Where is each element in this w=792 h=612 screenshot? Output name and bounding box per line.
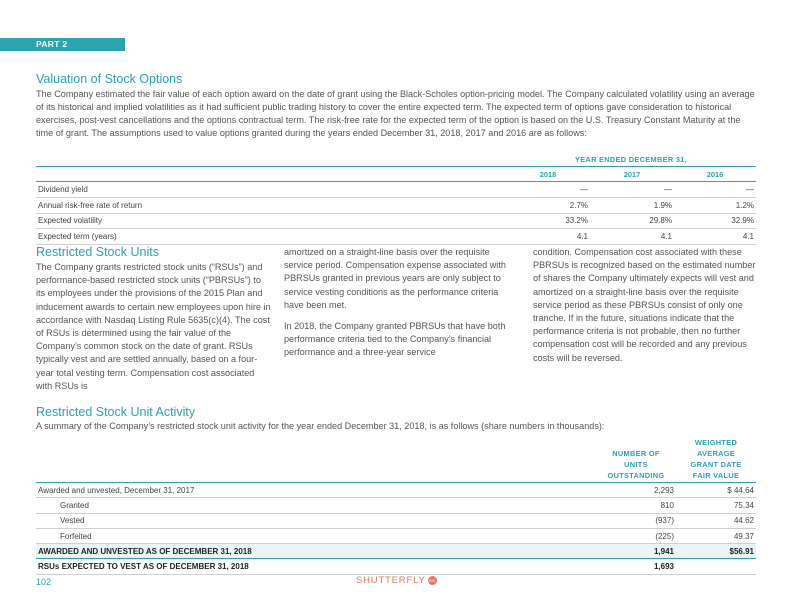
table-row [36,197,756,213]
units-column-header [596,437,676,483]
rsu-paragraph: In 2018, the Company granted PBRSUs that have both performance criteria tied to the Company’s financial performance and a three-year service [284,321,506,358]
price-value: $56.91 [676,544,756,559]
rsu-paragraph: condition. Compensation cost associated with these PBRSUs is recognized based on the estimated number of shares the Company ultimately expects will vest and amortized on a straight-line basis over the requisite service period as these PBRSUs consist of only one tranche. If in the future, situations indicate that the performance criteria is not probable, then no further compensation cost will be recorded and any previous costs will be reversed. [533,247,756,363]
cell-value: 32.9% [674,213,756,229]
rsu-paragraph: The Company grants restricted stock units (“RSUs”) and performance-based restricted stock units (“PBRSUs”) to its employees under the provisions of the 2015 Plan and inducement awards to certain new employees upon hire in accordance with Nasdaq Listing Rule 5635(c)(4). The cost of RSUs is determined using the fair value of the Company’s common stock on the date of grant. RSUs typically vest and are settled annually, based on a four-year total vesting term. Compensation cost associated with RSUs is [36,262,271,391]
year-header: 2017 [590,167,674,182]
rsu-column-1 [36,246,272,401]
valuation-paragraph: The Company estimated the fair value of each option award on the date of grant using the Black-Scholes option-pricing model. The Company calculated volatility using an average of its historical and implied volatilities as it had sufficient public trading history to cover the entire expected term. The expected term of options gave consideration to historical exercises, post-vest cancellations and the options contractual term. The risk-free rate for the expected term of the option is based on the U.S. Treasury Constant Maturity at the time of grant. The assumptions used to value options granted during the years ended December 31, 2018, 2017 and 2016 are as follows: [36,89,755,138]
year-header: 2016 [674,167,756,182]
units-value: 810 [596,498,676,513]
header-line: NUMBER OF [612,449,660,458]
header-line: FAIR VALUE [692,471,740,480]
price-value: 44.62 [676,513,756,528]
header-line: OUTSTANDING [607,471,665,480]
units-value: (937) [596,513,676,528]
price-value [676,559,756,574]
rsu-section [36,246,756,398]
row-label: RSUs EXPECTED TO VEST AS OF DECEMBER 31, 2018 [36,559,596,574]
page-number: 102 [36,577,52,587]
shutterfly-logo [356,575,437,586]
table-row [36,528,756,543]
table-row [36,213,756,229]
price-value: 75.34 [676,498,756,513]
row-label: Dividend yield [36,182,506,198]
cell-value: — [506,182,590,198]
cell-value: — [674,182,756,198]
expected-row [36,559,756,574]
row-label: AWARDED AND UNVESTED AS OF DECEMBER 31, 2018 [36,544,596,559]
price-column-header [676,437,756,483]
cell-value: 4.1 [674,229,756,245]
rsu-activity-intro: A summary of the Company’s restricted stock unit activity for the year ended December 31, 2018, is as follows (share numbers in thousands): [36,421,605,431]
year-header: 2018 [506,167,590,182]
rsu-paragraph: amortized on a straight-line basis over the requisite service period. Compensation expense associated with PBRSUs granted in previous years are only subject to service vesting conditions as the performance criteria have been met. [284,247,506,310]
cell-value: 2.7% [506,197,590,213]
row-label: Granted [36,498,596,513]
table-row [36,182,756,198]
units-value: 1,693 [596,559,676,574]
table-row [36,229,756,245]
row-label: Expected volatility [36,213,506,229]
rsu-activity-heading: Restricted Stock Unit Activity [36,405,196,419]
row-label: Awarded and unvested, December 31, 2017 [36,483,596,498]
cell-value: 29.8% [590,213,674,229]
year-group-header: YEAR ENDED DECEMBER 31, [506,153,756,167]
cell-value: 33.2% [506,213,590,229]
cell-value: — [590,182,674,198]
table-row [36,513,756,528]
rsu-heading: Restricted Stock Units [36,245,159,259]
rsu-column-3 [533,246,761,373]
row-label: Annual risk-free rate of return [36,197,506,213]
row-label: Forfeited [36,528,596,543]
logo-text: SHUTTERFLY [356,575,426,586]
assumptions-table [36,153,756,245]
table-row [36,483,756,498]
cell-value: 4.1 [590,229,674,245]
price-value: 49.37 [676,528,756,543]
header-line: WEIGHTED [694,438,738,447]
table-row [36,498,756,513]
header-line: UNITS [624,460,648,469]
valuation-heading: Valuation of Stock Options [36,72,183,86]
rsu-column-2 [284,246,512,368]
units-value: 1,941 [596,544,676,559]
header-line: GRANT DATE [690,460,742,469]
cell-value: 1.2% [674,197,756,213]
cell-value: 1.9% [590,197,674,213]
units-value: (225) [596,528,676,543]
header-line: AVERAGE [696,449,736,458]
price-value: $ 44.64 [676,483,756,498]
units-value: 2,293 [596,483,676,498]
rsu-activity-table [36,437,756,575]
cell-value: 4.1 [506,229,590,245]
logo-badge: INC [428,578,436,583]
row-label: Expected term (years) [36,229,506,245]
part-label: PART 2 [0,38,125,51]
row-label: Vested [36,513,596,528]
total-row [36,544,756,559]
